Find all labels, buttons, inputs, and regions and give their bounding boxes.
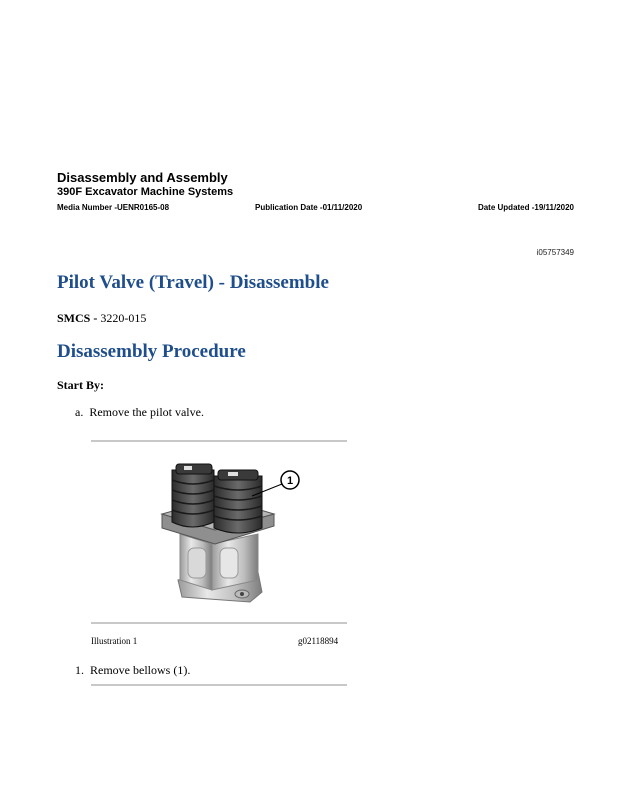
pilot-valve-illustration [140, 452, 315, 612]
step-text: Remove bellows (1). [90, 663, 191, 677]
date-updated: Date Updated -19/11/2020 [477, 203, 574, 212]
machine-name: 390F Excavator Machine Systems [57, 186, 234, 198]
graphic-id: g02118894 [298, 636, 339, 646]
illustration-caption: Illustration 1 [91, 636, 138, 646]
step-text: Remove the pilot valve. [89, 405, 204, 419]
smcs-value: 3220-015 [100, 311, 147, 325]
procedure-step [75, 663, 190, 678]
publication-date: Publication Date -01/11/2020 [255, 203, 363, 212]
smcs-code [57, 311, 146, 326]
callout-label: 1 [286, 475, 294, 487]
start-step [75, 405, 204, 420]
document-type: Disassembly and Assembly [57, 170, 228, 185]
divider [91, 622, 347, 624]
section-heading: Disassembly Procedure [57, 341, 246, 362]
smcs-label: SMCS - [57, 311, 98, 325]
step-marker: a. [75, 405, 84, 419]
start-by-label: Start By: [57, 378, 104, 392]
divider [91, 684, 347, 686]
pilot-valve-image [140, 452, 315, 612]
step-marker: 1. [75, 663, 84, 677]
document-id: i05757349 [536, 248, 574, 257]
divider [91, 440, 347, 442]
page-title: Pilot Valve (Travel) - Disassemble [57, 272, 329, 293]
media-number: Media Number -UENR0165-08 [57, 203, 170, 212]
